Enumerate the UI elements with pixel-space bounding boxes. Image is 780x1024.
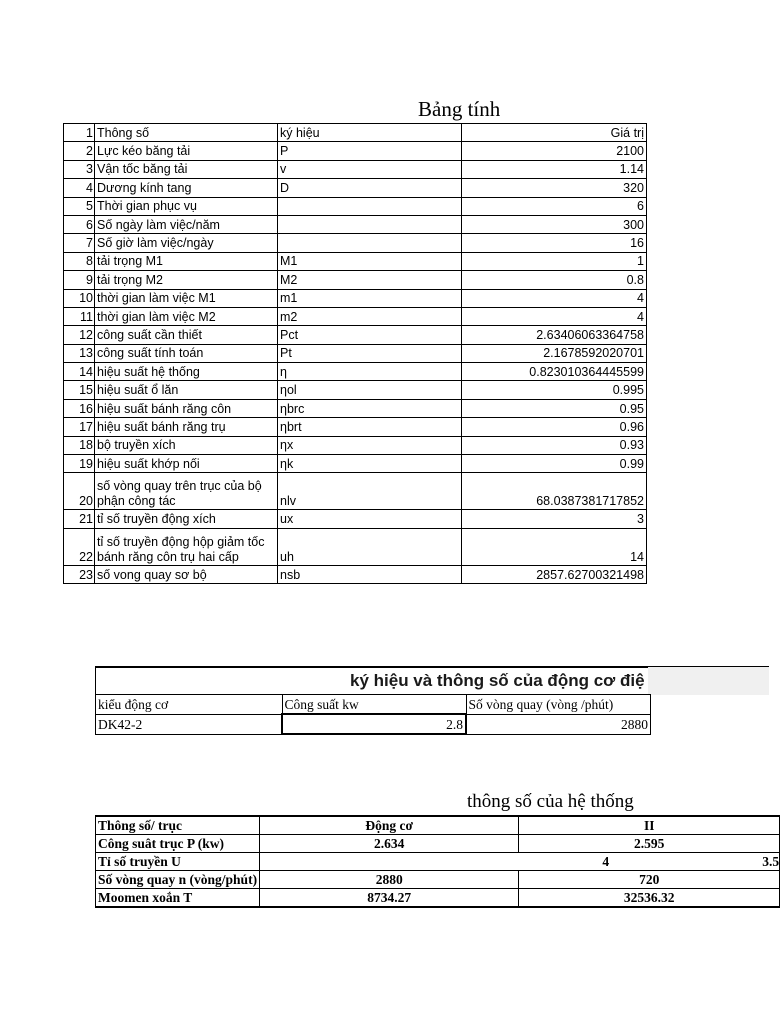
- ratio-value-2: 3.5: [762, 853, 780, 869]
- table-row: [64, 510, 647, 528]
- param-symbol[interactable]: M1: [278, 252, 462, 270]
- row-number[interactable]: 6: [64, 215, 95, 233]
- speed-shaft-ii[interactable]: 720: [519, 871, 780, 889]
- row-number[interactable]: 2: [64, 142, 95, 160]
- table-row: [96, 889, 780, 908]
- param-name[interactable]: Vận tốc băng tải: [95, 160, 278, 178]
- system-table-title: thông số của hệ thống: [467, 791, 634, 812]
- table-row: [96, 816, 780, 835]
- param-value[interactable]: 6: [462, 197, 647, 215]
- param-symbol[interactable]: η: [278, 363, 462, 381]
- param-name[interactable]: Số giờ làm việc/ngày: [95, 234, 278, 252]
- table-row: [64, 399, 647, 417]
- param-value[interactable]: 0.8: [462, 271, 647, 289]
- param-value[interactable]: 4: [462, 307, 647, 325]
- param-symbol[interactable]: nlv: [278, 473, 462, 510]
- table-row: [64, 418, 647, 436]
- param-value[interactable]: 0.99: [462, 455, 647, 473]
- table-row: [64, 160, 647, 178]
- param-value[interactable]: 2857.62700321498: [462, 565, 647, 583]
- main-table-title: Bảng tính: [418, 97, 501, 121]
- param-value[interactable]: 0.96: [462, 418, 647, 436]
- param-value[interactable]: 1.14: [462, 160, 647, 178]
- param-value[interactable]: 0.995: [462, 381, 647, 399]
- motor-speed-header[interactable]: Số vòng quay (vòng /phút): [466, 695, 651, 715]
- param-value[interactable]: 68.0387381717852: [462, 473, 647, 510]
- table-row: [96, 853, 780, 871]
- param-symbol[interactable]: M2: [278, 271, 462, 289]
- row-number[interactable]: 1: [64, 124, 95, 142]
- param-name[interactable]: Số ngày làm việc/năm: [95, 215, 278, 233]
- speed-label[interactable]: Số vòng quay n (vòng/phút): [96, 871, 260, 889]
- row-number[interactable]: 23: [64, 565, 95, 583]
- param-symbol[interactable]: D: [278, 179, 462, 197]
- param-value[interactable]: 2100: [462, 142, 647, 160]
- motor-table: [95, 694, 651, 735]
- motor-power-value[interactable]: 2.8: [282, 714, 466, 734]
- table-row: [64, 473, 647, 510]
- param-name[interactable]: hiệu suất hệ thống: [95, 363, 278, 381]
- motor-speed-value[interactable]: 2880: [466, 714, 651, 734]
- param-name[interactable]: tải trọng M2: [95, 271, 278, 289]
- param-value[interactable]: 300: [462, 215, 647, 233]
- param-name[interactable]: bộ truyền xích: [95, 436, 278, 454]
- param-symbol[interactable]: P: [278, 142, 462, 160]
- table-row: [64, 363, 647, 381]
- param-symbol[interactable]: uh: [278, 528, 462, 565]
- param-name[interactable]: hiệu suất bánh răng trụ: [95, 418, 278, 436]
- table-row: [64, 565, 647, 583]
- param-value[interactable]: 2.63406063364758: [462, 326, 647, 344]
- table-row: [64, 344, 647, 362]
- row-number[interactable]: 16: [64, 399, 95, 417]
- power-motor[interactable]: 2.634: [260, 835, 519, 853]
- row-number[interactable]: 22: [64, 528, 95, 565]
- param-name[interactable]: tải trọng M1: [95, 252, 278, 270]
- motor-type-header[interactable]: kiểu động cơ: [96, 695, 283, 715]
- speed-motor[interactable]: 2880: [260, 871, 519, 889]
- header-shaft-ii[interactable]: II: [519, 816, 780, 835]
- param-symbol[interactable]: Pt: [278, 344, 462, 362]
- row-number[interactable]: 14: [64, 363, 95, 381]
- param-name[interactable]: tỉ số truyền động hộp giảm tốc bánh răng côn trụ hai cấp: [95, 528, 278, 565]
- param-symbol[interactable]: ηx: [278, 436, 462, 454]
- torque-shaft-ii[interactable]: 32536.32: [519, 889, 780, 908]
- param-name[interactable]: hiệu suất ổ lăn: [95, 381, 278, 399]
- row-number[interactable]: 12: [64, 326, 95, 344]
- row-number[interactable]: 3: [64, 160, 95, 178]
- row-number[interactable]: 18: [64, 436, 95, 454]
- table-row: [96, 871, 780, 889]
- param-symbol[interactable]: [278, 234, 462, 252]
- param-name[interactable]: thời gian làm việc M2: [95, 307, 278, 325]
- row-number[interactable]: 13: [64, 344, 95, 362]
- param-name[interactable]: Dương kính tang: [95, 179, 278, 197]
- row-number[interactable]: 15: [64, 381, 95, 399]
- param-value[interactable]: 1: [462, 252, 647, 270]
- table-row: [64, 142, 647, 160]
- system-table: [95, 815, 780, 908]
- param-symbol[interactable]: Pct: [278, 326, 462, 344]
- header-motor[interactable]: Động cơ: [260, 816, 519, 835]
- param-name[interactable]: hiệu suất khớp nối: [95, 455, 278, 473]
- param-name[interactable]: tỉ số truyền động xích: [95, 510, 278, 528]
- table-row: [64, 381, 647, 399]
- param-symbol[interactable]: nsb: [278, 565, 462, 583]
- param-value[interactable]: 0.95: [462, 399, 647, 417]
- row-number[interactable]: 7: [64, 234, 95, 252]
- power-label[interactable]: Công suât trục P (kw): [96, 835, 260, 853]
- param-name[interactable]: công suất tính toán: [95, 344, 278, 362]
- param-value[interactable]: 0.93: [462, 436, 647, 454]
- motor-power-header[interactable]: Công suất kw: [282, 695, 466, 715]
- row-number[interactable]: 19: [64, 455, 95, 473]
- param-symbol[interactable]: m1: [278, 289, 462, 307]
- row-number[interactable]: 9: [64, 271, 95, 289]
- param-symbol[interactable]: ηk: [278, 455, 462, 473]
- row-number[interactable]: 11: [64, 307, 95, 325]
- param-name[interactable]: số vong quay sơ bộ: [95, 565, 278, 583]
- param-value[interactable]: 0.823010364445599: [462, 363, 647, 381]
- param-symbol[interactable]: [278, 197, 462, 215]
- table-row: [64, 307, 647, 325]
- param-name[interactable]: Thông số: [95, 124, 278, 142]
- row-number[interactable]: 17: [64, 418, 95, 436]
- param-name[interactable]: thời gian làm việc M1: [95, 289, 278, 307]
- table-row: [64, 436, 647, 454]
- row-number[interactable]: 21: [64, 510, 95, 528]
- param-symbol[interactable]: [278, 215, 462, 233]
- param-symbol[interactable]: ηbrt: [278, 418, 462, 436]
- main-calculation-table: [63, 123, 647, 584]
- table-row: [64, 197, 647, 215]
- motor-table-title: ký hiệu và thông số của động cơ điệ: [350, 671, 645, 690]
- torque-label[interactable]: Moomen xoắn T: [96, 889, 260, 908]
- table-row: [64, 326, 647, 344]
- param-name[interactable]: số vòng quay trên trục của bộ phận công tác: [95, 473, 278, 510]
- param-name[interactable]: Lực kéo băng tải: [95, 142, 278, 160]
- table-row: [64, 252, 647, 270]
- param-symbol[interactable]: ký hiệu: [278, 124, 462, 142]
- ratio-label[interactable]: Tỉ số truyền U: [96, 853, 260, 871]
- table-row: [96, 835, 780, 853]
- param-value[interactable]: 320: [462, 179, 647, 197]
- row-number[interactable]: 8: [64, 252, 95, 270]
- torque-motor[interactable]: 8734.27: [260, 889, 519, 908]
- param-name[interactable]: công suất cần thiết: [95, 326, 278, 344]
- ratio-value-1: 4: [602, 853, 610, 869]
- table-row: [64, 124, 647, 142]
- table-row: [64, 271, 647, 289]
- table-row: [64, 234, 647, 252]
- param-value[interactable]: 16: [462, 234, 647, 252]
- param-symbol[interactable]: m2: [278, 307, 462, 325]
- header-label[interactable]: Thông số/ trục: [96, 816, 260, 835]
- power-shaft-ii[interactable]: 2.595: [519, 835, 780, 853]
- table-row: [64, 528, 647, 565]
- row-number[interactable]: 4: [64, 179, 95, 197]
- param-value[interactable]: 4: [462, 289, 647, 307]
- ratio-values[interactable]: [260, 853, 780, 871]
- param-value[interactable]: Giá trị: [462, 124, 647, 142]
- param-value[interactable]: 2.1678592020701: [462, 344, 647, 362]
- param-value[interactable]: 3: [462, 510, 647, 528]
- row-number[interactable]: 20: [64, 473, 95, 510]
- table-row: [64, 179, 647, 197]
- param-name[interactable]: hiệu suất bánh răng côn: [95, 399, 278, 417]
- header-shading: [648, 667, 769, 695]
- table-row: [64, 215, 647, 233]
- motor-type-value[interactable]: DK42-2: [96, 714, 283, 734]
- row-number[interactable]: 5: [64, 197, 95, 215]
- param-symbol[interactable]: ux: [278, 510, 462, 528]
- param-value[interactable]: 14: [462, 528, 647, 565]
- param-symbol[interactable]: ηbrc: [278, 399, 462, 417]
- param-name[interactable]: Thời gian phục vụ: [95, 197, 278, 215]
- param-symbol[interactable]: v: [278, 160, 462, 178]
- param-symbol[interactable]: ηol: [278, 381, 462, 399]
- table-row: [64, 289, 647, 307]
- row-number[interactable]: 10: [64, 289, 95, 307]
- table-row: [64, 455, 647, 473]
